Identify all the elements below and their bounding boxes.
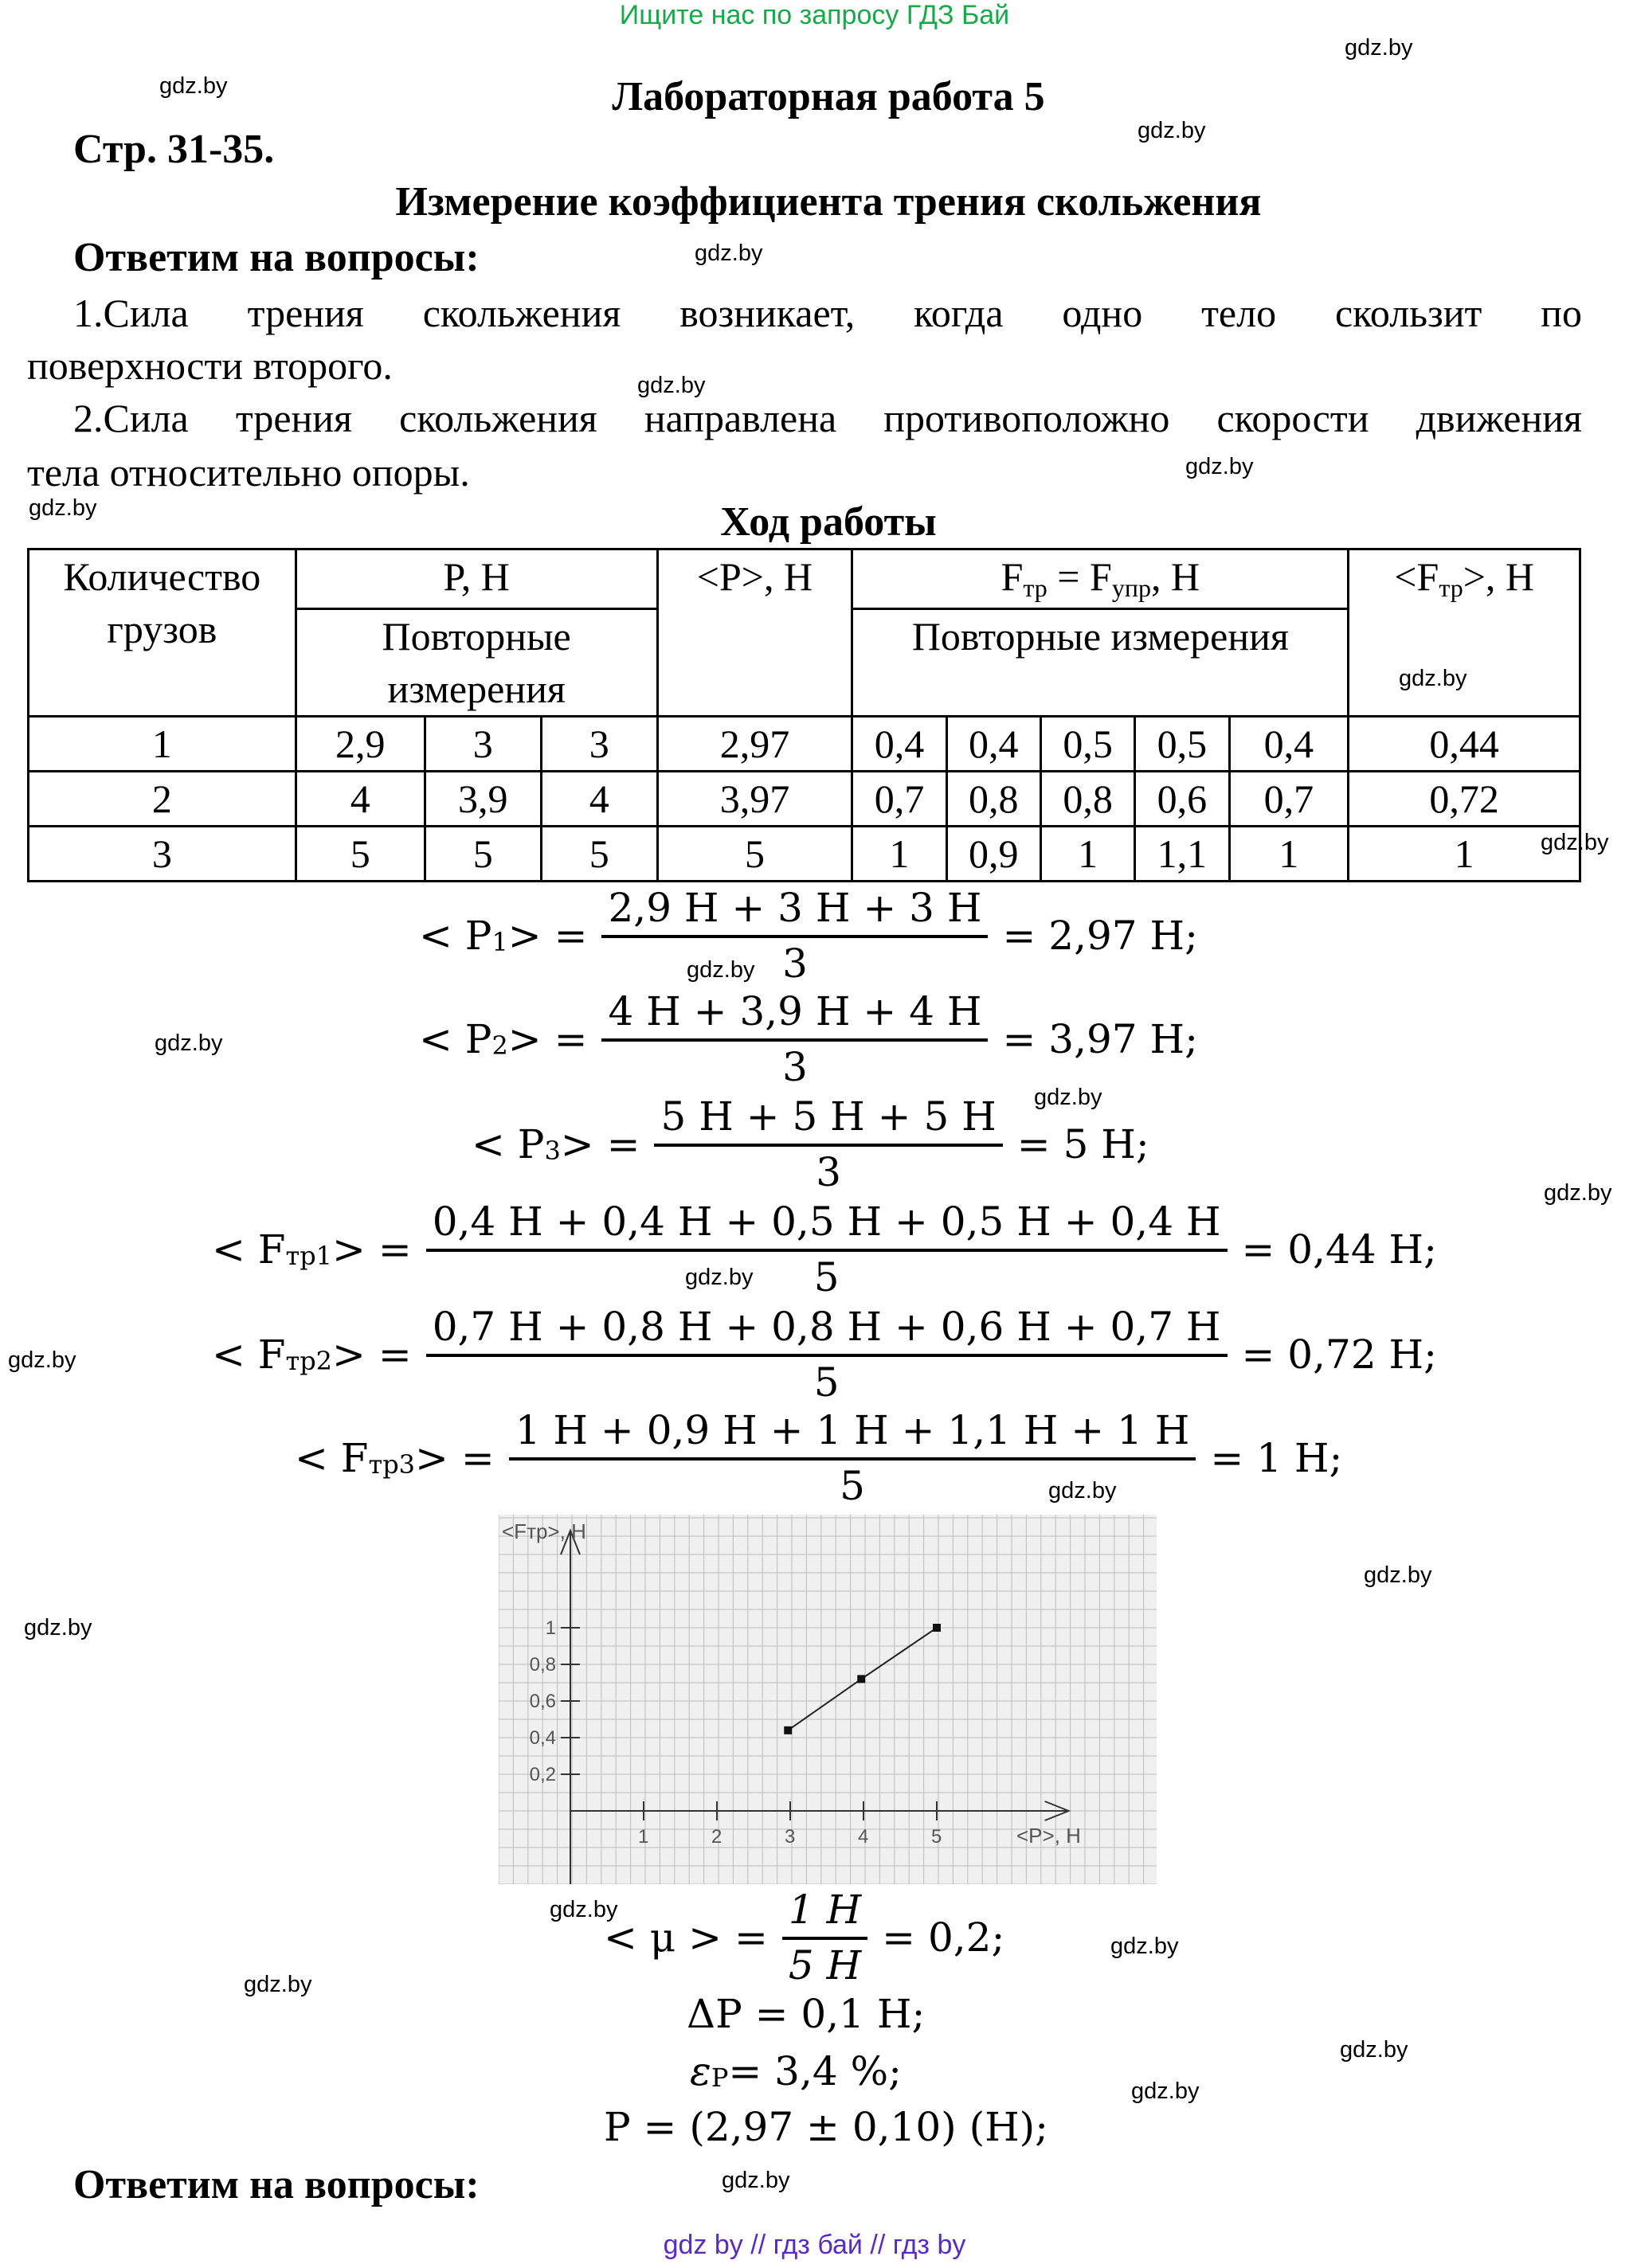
y-tick-label: 0,8	[529, 1654, 556, 1676]
watermark: gdz.by	[1131, 2078, 1200, 2104]
x-tick-label: 3	[785, 1826, 796, 1848]
cell-f-avg: 0,44	[1349, 717, 1580, 772]
formula-delta-p: ΔP = 0,1 Н;	[687, 1991, 926, 2037]
cell-p: 5	[296, 827, 425, 882]
watermark: gdz.by	[24, 1615, 92, 1640]
data-point	[933, 1624, 941, 1632]
cell-f: 0,9	[946, 827, 1040, 882]
header-p-avg: <P>, H	[657, 549, 852, 717]
cell-f-avg: 0,72	[1349, 772, 1580, 827]
cell-p: 3	[425, 717, 541, 772]
watermark: gdz.by	[687, 957, 755, 983]
formula-p1: < P 1 > = $\frac{2,9 Н + 3 Н + 3 Н}{3}$ = 2,97 Н;	[419, 885, 1198, 987]
cell-f: 0,7	[852, 772, 946, 827]
cell-f: 1	[852, 827, 946, 882]
watermark: gdz.by	[159, 73, 228, 99]
cell-f-avg: 1	[1349, 827, 1580, 882]
formula-f1: < F тр1 > = $\frac{0,4 Н + 0,4 Н + 0,5 Н + 0,5 Н + 0,4 Н}{5}$ = 0,44 Н;	[212, 1199, 1437, 1300]
top-banner[interactable]: Ищите нас по запросу ГДЗ Бай	[619, 0, 1010, 30]
formula-f2: < F тр2 > = $\frac{0,7 Н + 0,8 Н + 0,8 Н + 0,6 Н + 0,7 Н}{5}$ = 0,72 Н;	[212, 1304, 1437, 1406]
cell-f: 0,5	[1040, 717, 1134, 772]
data-point	[857, 1675, 865, 1683]
cell-p: 3	[541, 717, 657, 772]
header-f-repeat: Повторные измерения	[852, 609, 1349, 717]
answer-2-line-2: тела относительно опоры.	[27, 450, 470, 495]
cell-p-avg: 3,97	[657, 772, 852, 827]
watermark: gdz.by	[695, 240, 763, 266]
y-tick-label: 0,2	[529, 1764, 556, 1785]
footer-links[interactable]: gdz by // гдз бай // гдз by	[663, 2230, 966, 2260]
x-tick-label: 5	[931, 1826, 942, 1848]
data-point	[784, 1726, 792, 1734]
measurements-table	[27, 548, 1581, 882]
watermark: gdz.by	[685, 1265, 754, 1290]
header-count: Количество грузов	[29, 549, 296, 717]
formula-f3: < F тр3 > = $\frac{1 Н + 0,9 Н + 1 Н + 1,1 Н + 1 Н}{5}$ = 1 Н;	[295, 1407, 1343, 1509]
cell-count: 2	[29, 772, 296, 827]
friction-chart	[499, 1515, 1157, 1884]
watermark: gdz.by	[244, 1972, 312, 1997]
watermark: gdz.by	[1034, 1085, 1102, 1110]
cell-f: 0,4	[1229, 717, 1349, 772]
table-row	[29, 717, 1580, 772]
cell-p-avg: 5	[657, 827, 852, 882]
x-tick-label: 1	[638, 1826, 649, 1848]
questions-heading-2: Ответим на вопросы:	[73, 2162, 480, 2207]
cell-f: 1,1	[1135, 827, 1229, 882]
watermark: gdz.by	[1185, 454, 1254, 479]
cell-f: 0,4	[946, 717, 1040, 772]
y-tick-label: 0,4	[529, 1727, 556, 1749]
cell-f: 0,8	[1040, 772, 1134, 827]
cell-p: 4	[296, 772, 425, 827]
formula-mu: < μ > = $\frac{1 H}{5 H}$ = 0,2;	[604, 1887, 1005, 1988]
cell-count: 1	[29, 717, 296, 772]
cell-p: 5	[541, 827, 657, 882]
header-p: P, H	[296, 549, 657, 609]
watermark: gdz.by	[8, 1347, 76, 1373]
cell-p: 3,9	[425, 772, 541, 827]
cell-f: 1	[1229, 827, 1349, 882]
watermark: gdz.by	[1138, 118, 1206, 143]
cell-count: 3	[29, 827, 296, 882]
page-reference: Стр. 31-35.	[73, 127, 275, 172]
chart-x-label: <P>, Н	[1016, 1824, 1081, 1848]
progress-heading: Ход работы	[720, 499, 937, 545]
formula-p2: < P 2 > = $\frac{4 Н + 3,9 Н + 4 Н}{3}$ = 3,97 Н;	[419, 988, 1198, 1090]
chart-y-label: <Fтр>, Н	[502, 1519, 586, 1543]
watermark: gdz.by	[1364, 1562, 1432, 1588]
watermark: gdz.by	[1544, 1180, 1612, 1206]
answer-1-line-2: поверхности второго.	[27, 343, 393, 388]
cell-f: 0,6	[1135, 772, 1229, 827]
cell-f: 0,8	[946, 772, 1040, 827]
cell-f: 0,5	[1135, 717, 1229, 772]
cell-f: 0,4	[852, 717, 946, 772]
formula-epsilon: ε P = 3,4 %;	[690, 2048, 902, 2094]
header-f-avg: <Fтр>, H	[1349, 549, 1580, 717]
watermark: gdz.by	[1541, 830, 1609, 855]
cell-f: 0,7	[1229, 772, 1349, 827]
page-title: Лабораторная работа 5	[612, 74, 1045, 119]
answer-1-line-1: 1.Сила трения скольжения возникает, когда одно тело скользит по	[73, 291, 1582, 335]
answer-2-line-1: 2.Сила трения скольжения направлена противоположно скорости движения	[73, 396, 1582, 440]
watermark: gdz.by	[29, 495, 97, 521]
cell-p: 4	[541, 772, 657, 827]
header-f: Fтр = Fупр, H	[852, 549, 1349, 609]
formula-p-final: P = (2,97 ± 0,10) (Н);	[604, 2104, 1049, 2150]
cell-p-avg: 2,97	[657, 717, 852, 772]
watermark: gdz.by	[722, 2168, 790, 2193]
cell-f: 1	[1040, 827, 1134, 882]
watermark: gdz.by	[1048, 1478, 1117, 1504]
watermark: gdz.by	[1345, 35, 1413, 61]
table-row	[29, 772, 1580, 827]
table-row	[29, 827, 1580, 882]
header-p-repeat: Повторные измерения	[296, 609, 657, 717]
x-tick-label: 4	[858, 1826, 869, 1848]
watermark: gdz.by	[1110, 1934, 1179, 1959]
watermark: gdz.by	[550, 1897, 618, 1922]
watermark: gdz.by	[637, 373, 706, 398]
cell-p: 2,9	[296, 717, 425, 772]
watermark: gdz.by	[155, 1030, 223, 1056]
y-tick-label: 1	[545, 1617, 556, 1639]
watermark: gdz.by	[1340, 2037, 1408, 2063]
work-subtitle: Измерение коэффициента трения скольжения	[395, 179, 1262, 225]
watermark: gdz.by	[1399, 666, 1467, 691]
cell-p: 5	[425, 827, 541, 882]
questions-heading: Ответим на вопросы:	[73, 235, 480, 280]
formula-p3: < P 3 > = $\frac{5 Н + 5 Н + 5 Н}{3}$ = 5 Н;	[472, 1093, 1149, 1195]
x-tick-label: 2	[711, 1826, 722, 1848]
y-tick-label: 0,6	[529, 1691, 556, 1712]
